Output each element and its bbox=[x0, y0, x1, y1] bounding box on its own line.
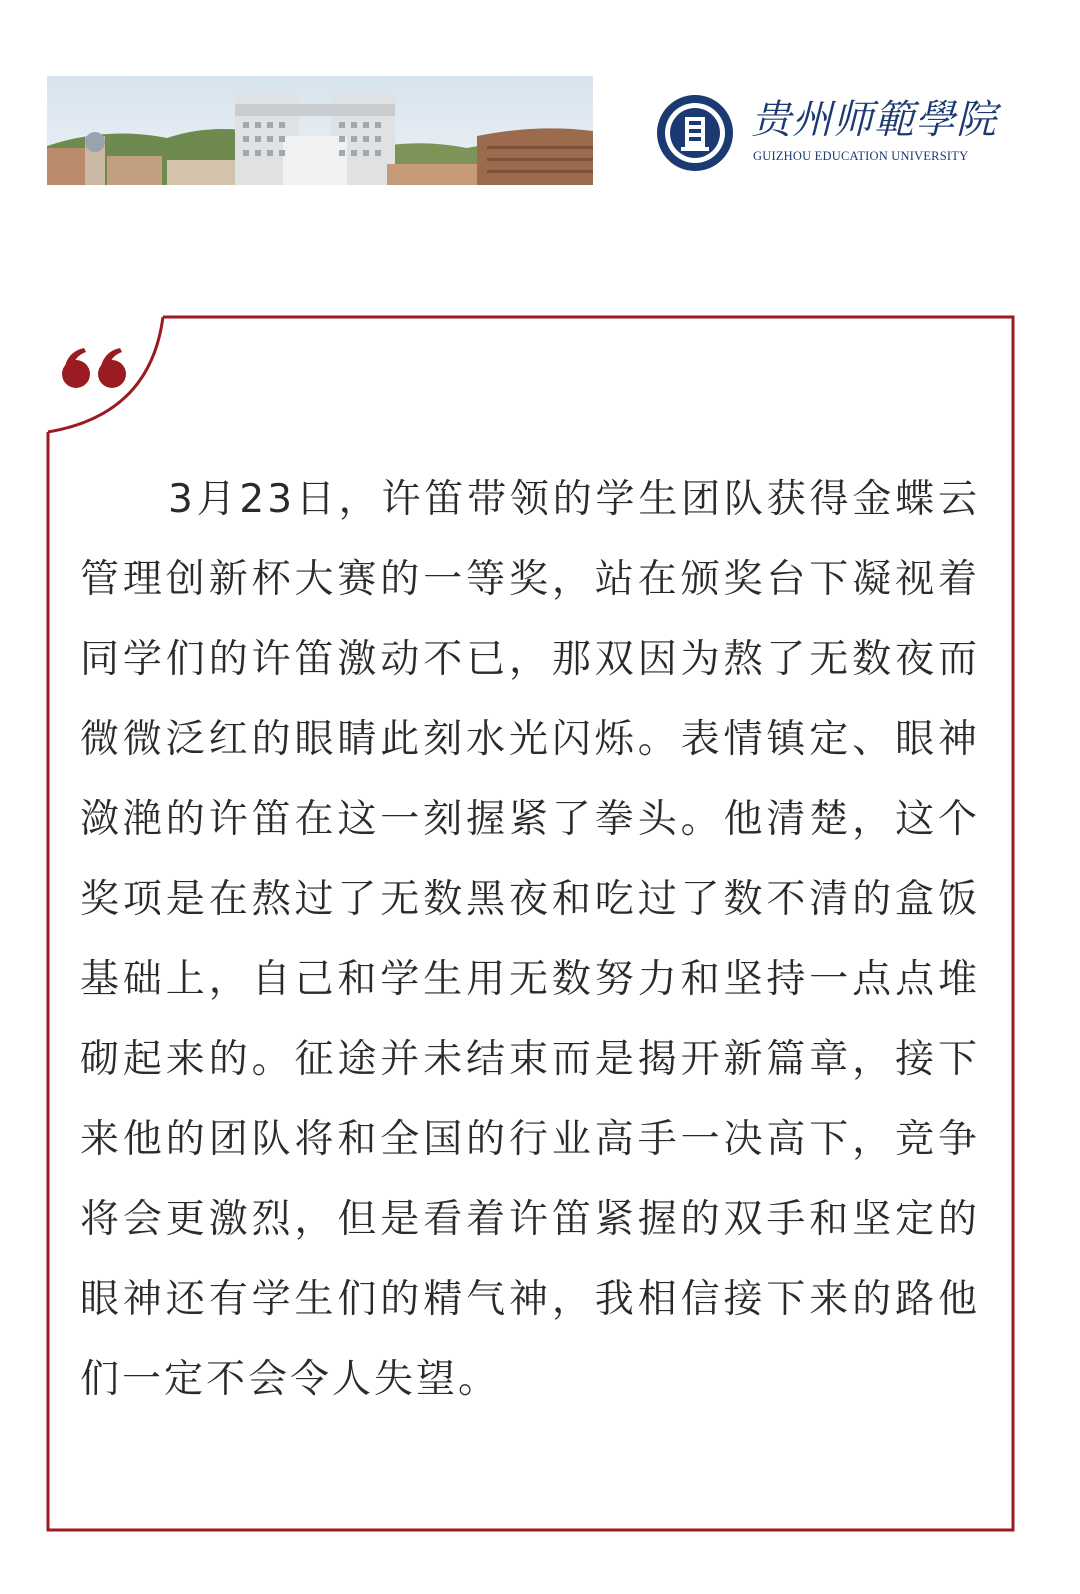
logo-english-name: GUIZHOU EDUCATION UNIVERSITY bbox=[753, 149, 969, 163]
quote-paragraph: 3月23日，许笛带领的学生团队获得金蝶云管理创新杯大赛的一等奖，站在颁奖台下凝视着同学们的许笛激动不已，那双因为熬了无数夜而微微泛红的眼睛此刻水光闪烁。表情镇定、眼神潋滟的许笛在这一刻握紧了拳头。他清楚，这个奖项是在熬过了无数黑夜和吃过了数不清的盒饭基础上，自己和学生用无数努力和坚持一点点堆砌起来的。征途并未结束而是揭开新篇章，接下来他的团队将和全国的行业高手一决高下，竞争将会更激烈，但是看着许笛紧握的双手和坚定的眼神还有学生们的精气神，我相信接下来的路他们一定不会令人失望。 bbox=[80, 477, 980, 1402]
logo-chinese-name: 贵州师範學院 bbox=[751, 97, 997, 143]
quote-mark-icon bbox=[60, 346, 132, 390]
